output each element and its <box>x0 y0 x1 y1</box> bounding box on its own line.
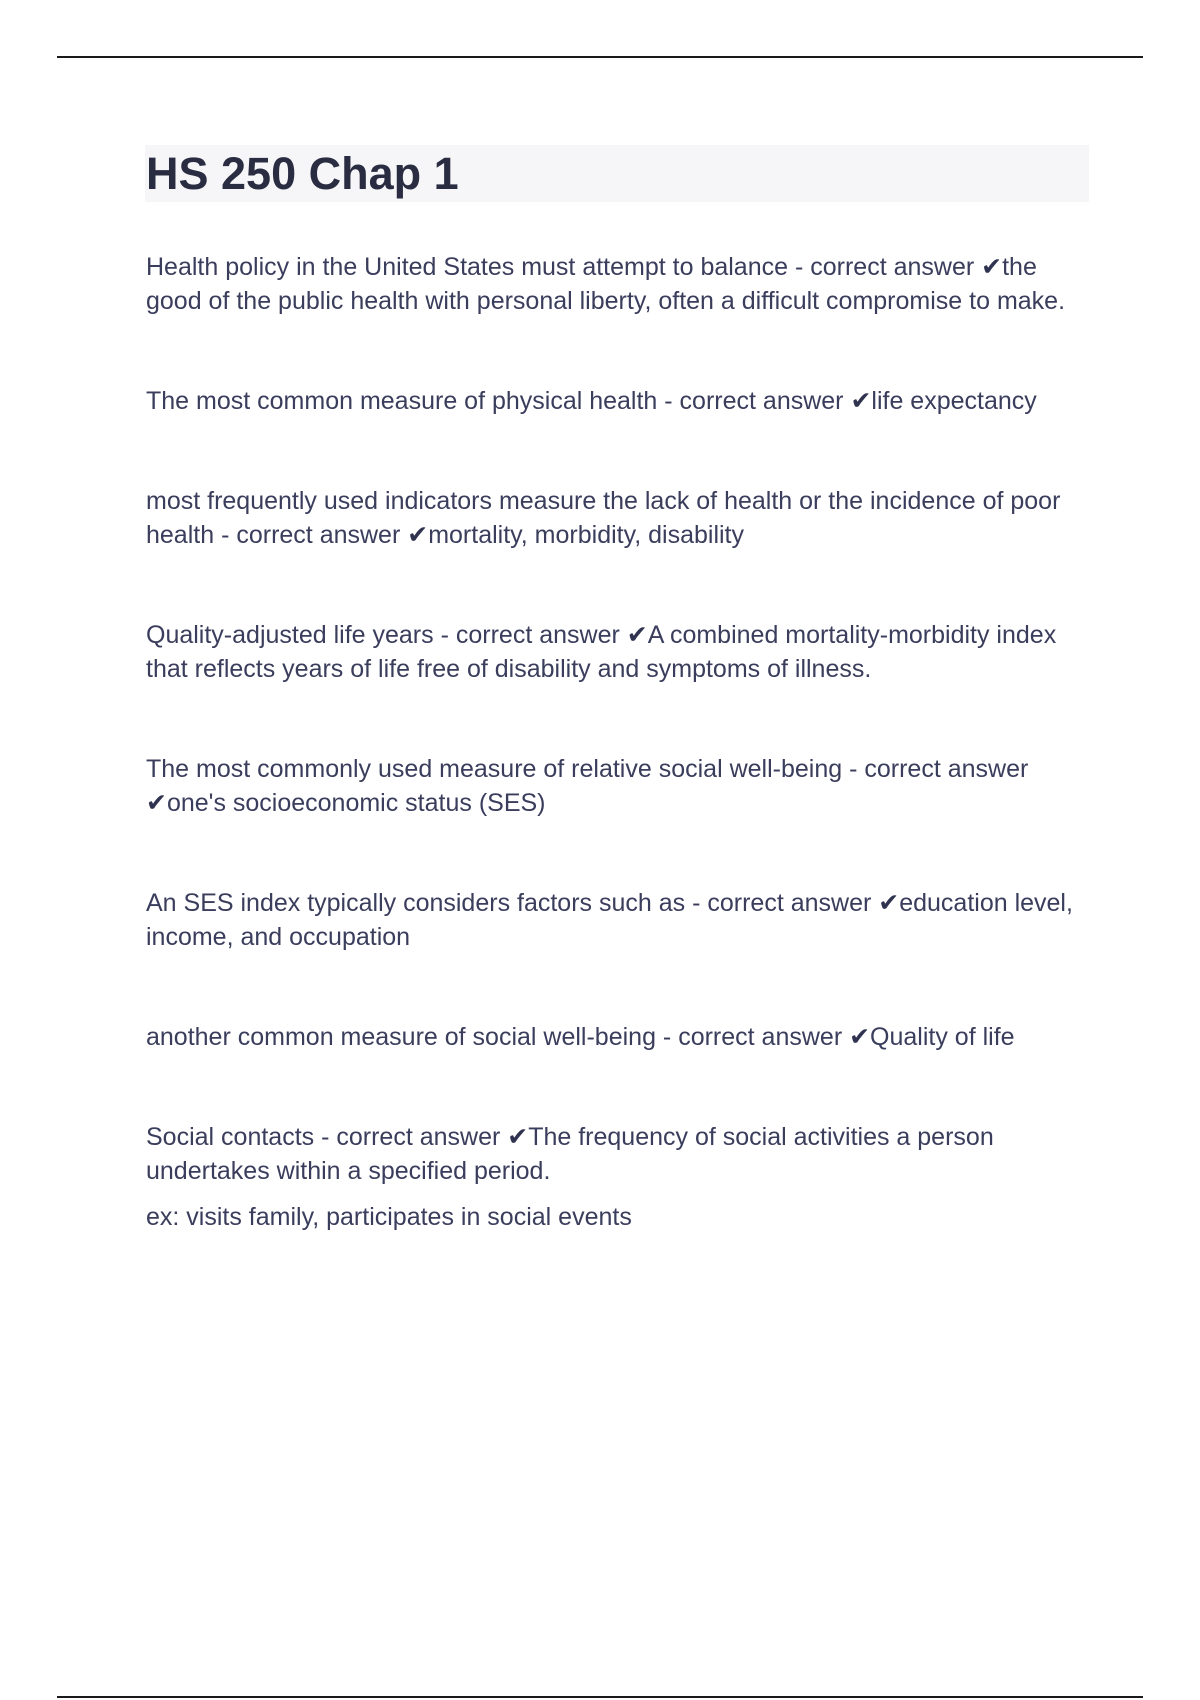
answer-text: mortality, morbidity, disability <box>428 521 745 549</box>
flashcard-7 <box>146 1020 1090 1054</box>
correct-answer-label: - correct answer <box>214 521 408 549</box>
question-text: Social contacts <box>146 1123 315 1151</box>
answer-text: A combined mortality-morbidity index that reflects years of life free of disability and symptoms of illness. <box>146 621 1057 683</box>
question-text: most frequently used indicators measure the lack of health or the incidence of poor health <box>146 487 1061 549</box>
question-text: another common measure of social well-being <box>146 1023 656 1051</box>
check-icon: ✔ <box>878 889 900 917</box>
correct-answer-label: - correct answer <box>433 621 627 649</box>
correct-answer-label: - correct answer <box>842 755 1029 783</box>
answer-text: one's socioeconomic status (SES) <box>166 789 546 817</box>
top-rule <box>57 56 1143 58</box>
bottom-rule <box>57 1696 1143 1698</box>
page-title: HS 250 Chap 1 <box>146 148 459 199</box>
flashcard-6 <box>146 886 1090 954</box>
question-text: The most commonly used measure of relative social well-being <box>146 755 843 783</box>
flashcard-3 <box>146 484 1090 552</box>
flashcard-list <box>146 250 1090 1300</box>
question-text: Health policy in the United States must attempt to balance <box>146 253 789 281</box>
flashcard-5 <box>146 752 1090 820</box>
flashcard-2 <box>146 384 1090 418</box>
example-text: ex: visits family, participates in social events <box>146 1203 632 1231</box>
answer-text: The frequency of social activities a person undertakes within a specified period. <box>146 1123 994 1185</box>
check-icon: ✔ <box>849 1023 871 1051</box>
flashcard-8 <box>146 1120 1090 1234</box>
question-text: Quality-adjusted life years <box>146 621 434 649</box>
check-icon: ✔ <box>626 621 648 649</box>
answer-text: Quality of life <box>870 1023 1015 1051</box>
question-text: The most common measure of physical health <box>146 387 658 415</box>
answer-text: life expectancy <box>871 387 1037 415</box>
answer-text: education level, income, and occupation <box>146 889 1073 951</box>
check-icon: ✔ <box>146 789 167 817</box>
correct-answer-label: - correct answer <box>655 1023 850 1051</box>
correct-answer-label: - correct answer <box>788 253 982 281</box>
check-icon: ✔ <box>850 387 872 415</box>
answer-text: the good of the public health with personal liberty, often a difficult compromise to make. <box>146 253 1066 315</box>
flashcard-1 <box>146 250 1090 318</box>
correct-answer-label: - correct answer <box>657 387 851 415</box>
flashcard-4 <box>146 618 1090 686</box>
check-icon: ✔ <box>981 253 1003 281</box>
question-text: An SES index typically considers factors such as <box>146 889 686 917</box>
correct-answer-label: - correct answer <box>314 1123 508 1151</box>
correct-answer-label: - correct answer <box>685 889 879 917</box>
check-icon: ✔ <box>507 1123 529 1151</box>
check-icon: ✔ <box>407 521 429 549</box>
